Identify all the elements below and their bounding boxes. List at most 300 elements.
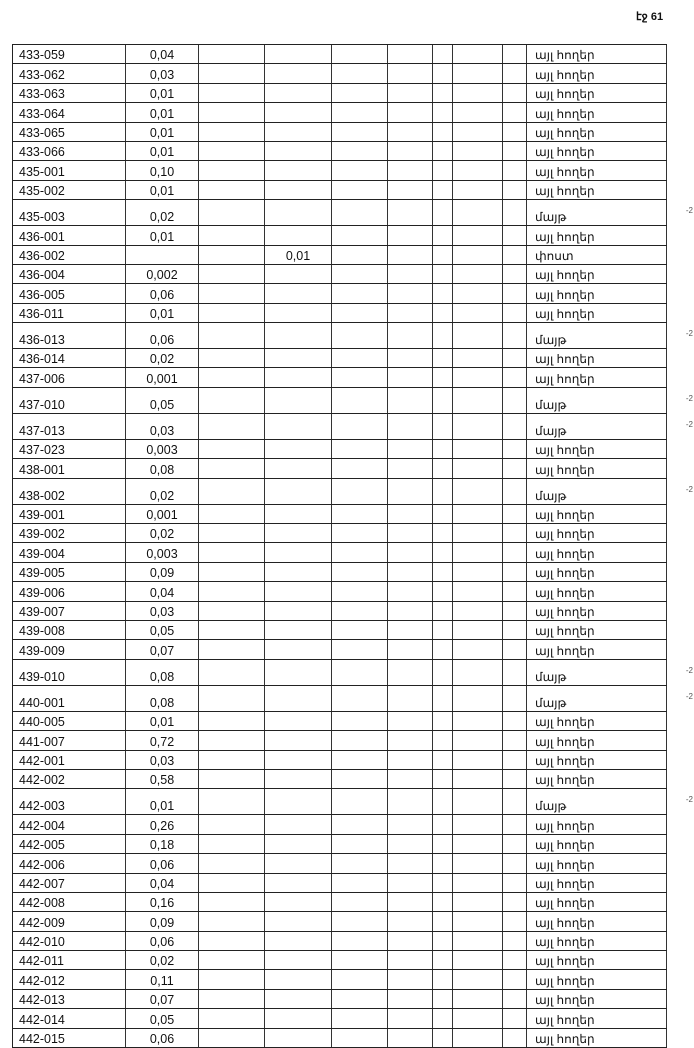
extra-area-value [265, 414, 332, 439]
empty-cell [503, 912, 527, 930]
table-row [13, 893, 667, 912]
parcel-code: 442-006 [13, 854, 126, 872]
empty-cell [433, 524, 453, 542]
parcel-code: 441-007 [13, 731, 126, 749]
extra-area-value [265, 815, 332, 833]
land-type: այլ հողեր [527, 970, 667, 988]
land-type: այլ հողեր [527, 123, 667, 141]
empty-cell [388, 621, 433, 639]
land-type: այլ հողեր [527, 142, 667, 160]
empty-cell [199, 142, 265, 160]
empty-cell [388, 970, 433, 988]
empty-cell [433, 103, 453, 121]
land-type: այլ հողեր [527, 770, 667, 788]
table-row [13, 142, 667, 161]
empty-cell [503, 543, 527, 561]
empty-cell [199, 815, 265, 833]
table-row [13, 459, 667, 478]
land-type: այլ հողեր [527, 64, 667, 82]
empty-cell [199, 874, 265, 892]
parcel-code: 436-014 [13, 349, 126, 367]
empty-cell [332, 815, 388, 833]
table-row [13, 84, 667, 103]
table-row [13, 951, 667, 970]
margin-mark: -2 [685, 795, 693, 805]
empty-cell [503, 505, 527, 523]
table-row [13, 563, 667, 582]
empty-cell [453, 64, 503, 82]
area-value: 0,05 [126, 1009, 199, 1027]
empty-cell [388, 161, 433, 179]
parcel-code: 440-005 [13, 712, 126, 730]
extra-area-value [265, 932, 332, 950]
empty-cell [503, 751, 527, 769]
table-row [13, 970, 667, 989]
empty-cell [433, 304, 453, 322]
extra-area-value [265, 731, 332, 749]
area-value: 0,06 [126, 854, 199, 872]
land-type: այլ հողեր [527, 874, 667, 892]
empty-cell [199, 1009, 265, 1027]
empty-cell [332, 660, 388, 685]
empty-cell [199, 912, 265, 930]
area-value: 0,01 [126, 304, 199, 322]
empty-cell [332, 951, 388, 969]
land-type: մայթ [527, 323, 667, 348]
empty-cell [503, 854, 527, 872]
empty-cell [503, 582, 527, 600]
empty-cell [388, 84, 433, 102]
empty-cell [388, 181, 433, 199]
empty-cell [388, 284, 433, 302]
empty-cell [332, 388, 388, 413]
parcel-code: 439-005 [13, 563, 126, 581]
land-type: այլ հողեր [527, 621, 667, 639]
table-row [13, 712, 667, 731]
area-value: 0,06 [126, 1029, 199, 1047]
parcel-code: 433-066 [13, 142, 126, 160]
extra-area-value [265, 893, 332, 911]
empty-cell [388, 990, 433, 1008]
extra-area-value [265, 479, 332, 504]
land-type: այլ հողեր [527, 524, 667, 542]
land-type: մայթ [527, 789, 667, 814]
parcel-code: 439-001 [13, 505, 126, 523]
empty-cell [503, 161, 527, 179]
table-row [13, 543, 667, 562]
table-row [13, 751, 667, 770]
empty-cell [332, 563, 388, 581]
table-row [13, 874, 667, 893]
land-type: այլ հողեր [527, 45, 667, 63]
empty-cell [388, 64, 433, 82]
empty-cell [199, 640, 265, 658]
empty-cell [199, 103, 265, 121]
empty-cell [433, 893, 453, 911]
table-row [13, 524, 667, 543]
empty-cell [332, 932, 388, 950]
empty-cell [503, 103, 527, 121]
empty-cell [503, 45, 527, 63]
land-type: մայթ [527, 414, 667, 439]
table-row [13, 1029, 667, 1048]
empty-cell [503, 970, 527, 988]
empty-cell [388, 789, 433, 814]
extra-area-value [265, 304, 332, 322]
area-value: 0,01 [126, 103, 199, 121]
table-row [13, 103, 667, 122]
empty-cell [433, 505, 453, 523]
area-value: 0,01 [126, 84, 199, 102]
extra-area-value [265, 789, 332, 814]
empty-cell [332, 323, 388, 348]
parcel-code: 433-059 [13, 45, 126, 63]
empty-cell [199, 543, 265, 561]
empty-cell [332, 789, 388, 814]
empty-cell [388, 103, 433, 121]
empty-cell [453, 660, 503, 685]
empty-cell [433, 951, 453, 969]
empty-cell [503, 770, 527, 788]
empty-cell [453, 45, 503, 63]
margin-mark: -2 [685, 329, 693, 339]
extra-area-value [265, 349, 332, 367]
parcel-code: 442-008 [13, 893, 126, 911]
empty-cell [453, 142, 503, 160]
empty-cell [433, 161, 453, 179]
empty-cell [453, 854, 503, 872]
table-row [13, 123, 667, 142]
empty-cell [199, 414, 265, 439]
area-value: 0,08 [126, 660, 199, 685]
land-type: այլ հողեր [527, 459, 667, 477]
empty-cell [433, 970, 453, 988]
empty-cell [433, 368, 453, 386]
area-value: 0,06 [126, 284, 199, 302]
empty-cell [388, 440, 433, 458]
empty-cell [503, 712, 527, 730]
table-row [13, 349, 667, 368]
parcel-code: 442-013 [13, 990, 126, 1008]
empty-cell [332, 990, 388, 1008]
parcel-code: 433-064 [13, 103, 126, 121]
empty-cell [199, 751, 265, 769]
empty-cell [388, 226, 433, 244]
empty-cell [388, 751, 433, 769]
empty-cell [433, 479, 453, 504]
empty-cell [388, 602, 433, 620]
empty-cell [199, 789, 265, 814]
empty-cell [453, 543, 503, 561]
empty-cell [433, 582, 453, 600]
empty-cell [332, 770, 388, 788]
extra-area-value [265, 640, 332, 658]
empty-cell [453, 479, 503, 504]
extra-area-value [265, 45, 332, 63]
land-type: այլ հողեր [527, 284, 667, 302]
area-value: 0,18 [126, 835, 199, 853]
empty-cell [503, 621, 527, 639]
empty-cell [199, 479, 265, 504]
empty-cell [433, 543, 453, 561]
land-type: այլ հողեր [527, 951, 667, 969]
table-row [13, 64, 667, 83]
empty-cell [199, 563, 265, 581]
parcel-code: 437-013 [13, 414, 126, 439]
area-value: 0,09 [126, 563, 199, 581]
empty-cell [388, 893, 433, 911]
area-value: 0,02 [126, 951, 199, 969]
empty-cell [453, 731, 503, 749]
empty-cell [199, 602, 265, 620]
empty-cell [453, 414, 503, 439]
table-row [13, 284, 667, 303]
parcel-code: 439-007 [13, 602, 126, 620]
empty-cell [503, 731, 527, 749]
area-value: 0,08 [126, 686, 199, 711]
empty-cell [388, 265, 433, 283]
empty-cell [453, 181, 503, 199]
area-value: 0,003 [126, 440, 199, 458]
area-value: 0,03 [126, 602, 199, 620]
empty-cell [433, 731, 453, 749]
parcel-code: 442-004 [13, 815, 126, 833]
area-value: 0,06 [126, 932, 199, 950]
parcel-code: 439-004 [13, 543, 126, 561]
table-row [13, 388, 693, 414]
margin-mark: -2 [685, 691, 693, 701]
empty-cell [332, 284, 388, 302]
parcel-code: 438-002 [13, 479, 126, 504]
table-row [13, 854, 667, 873]
empty-cell [503, 349, 527, 367]
empty-cell [503, 64, 527, 82]
extra-area-value [265, 990, 332, 1008]
table-row [13, 323, 693, 349]
empty-cell [503, 932, 527, 950]
extra-area-value [265, 388, 332, 413]
area-value: 0,01 [126, 226, 199, 244]
area-value: 0,01 [126, 181, 199, 199]
empty-cell [503, 246, 527, 264]
parcel-code: 442-005 [13, 835, 126, 853]
area-value: 0,04 [126, 582, 199, 600]
empty-cell [199, 181, 265, 199]
empty-cell [433, 874, 453, 892]
land-type: այլ հողեր [527, 563, 667, 581]
table-row [13, 932, 667, 951]
empty-cell [503, 815, 527, 833]
empty-cell [453, 388, 503, 413]
table-row [13, 414, 693, 440]
empty-cell [433, 621, 453, 639]
extra-area-value [265, 770, 332, 788]
empty-cell [332, 621, 388, 639]
parcel-code: 435-003 [13, 200, 126, 225]
empty-cell [332, 414, 388, 439]
parcel-code: 442-009 [13, 912, 126, 930]
land-type: այլ հողեր [527, 1009, 667, 1027]
empty-cell [433, 45, 453, 63]
land-type: այլ հողեր [527, 505, 667, 523]
parcel-code: 436-011 [13, 304, 126, 322]
table-row [13, 770, 667, 789]
empty-cell [503, 323, 527, 348]
extra-area-value [265, 123, 332, 141]
extra-area-value: 0,01 [265, 246, 332, 264]
empty-cell [433, 246, 453, 264]
empty-cell [433, 142, 453, 160]
empty-cell [199, 686, 265, 711]
empty-cell [433, 912, 453, 930]
empty-cell [433, 181, 453, 199]
empty-cell [453, 524, 503, 542]
area-value: 0,01 [126, 123, 199, 141]
extra-area-value [265, 200, 332, 225]
empty-cell [503, 142, 527, 160]
empty-cell [199, 246, 265, 264]
empty-cell [453, 712, 503, 730]
table-row [13, 912, 667, 931]
empty-cell [199, 970, 265, 988]
empty-cell [388, 912, 433, 930]
extra-area-value [265, 686, 332, 711]
empty-cell [503, 459, 527, 477]
empty-cell [199, 854, 265, 872]
empty-cell [332, 874, 388, 892]
land-type: այլ հողեր [527, 543, 667, 561]
empty-cell [503, 123, 527, 141]
land-type: այլ հողեր [527, 893, 667, 911]
empty-cell [332, 142, 388, 160]
empty-cell [433, 284, 453, 302]
empty-cell [453, 751, 503, 769]
extra-area-value [265, 84, 332, 102]
empty-cell [453, 1029, 503, 1047]
empty-cell [388, 368, 433, 386]
area-value: 0,72 [126, 731, 199, 749]
empty-cell [199, 45, 265, 63]
parcel-code: 442-007 [13, 874, 126, 892]
empty-cell [199, 951, 265, 969]
empty-cell [433, 835, 453, 853]
empty-cell [433, 64, 453, 82]
table-row [13, 835, 667, 854]
empty-cell [503, 835, 527, 853]
extra-area-value [265, 854, 332, 872]
land-type: այլ հողեր [527, 440, 667, 458]
empty-cell [332, 686, 388, 711]
empty-cell [199, 161, 265, 179]
empty-cell [199, 621, 265, 639]
area-value: 0,03 [126, 751, 199, 769]
parcel-code: 442-010 [13, 932, 126, 950]
empty-cell [453, 563, 503, 581]
empty-cell [453, 990, 503, 1008]
empty-cell [199, 893, 265, 911]
table-row [13, 45, 667, 64]
empty-cell [453, 621, 503, 639]
table-row [13, 789, 693, 815]
empty-cell [199, 731, 265, 749]
empty-cell [453, 284, 503, 302]
extra-area-value [265, 602, 332, 620]
empty-cell [388, 246, 433, 264]
area-value: 0,11 [126, 970, 199, 988]
empty-cell [503, 563, 527, 581]
area-value [126, 246, 199, 264]
extra-area-value [265, 951, 332, 969]
table-row [13, 990, 667, 1009]
extra-area-value [265, 751, 332, 769]
land-type: մայթ [527, 200, 667, 225]
land-type: այլ հողեր [527, 368, 667, 386]
empty-cell [453, 874, 503, 892]
land-type: այլ հողեր [527, 835, 667, 853]
extra-area-value [265, 970, 332, 988]
empty-cell [503, 602, 527, 620]
empty-cell [433, 990, 453, 1008]
extra-area-value [265, 660, 332, 685]
area-value: 0,04 [126, 45, 199, 63]
land-type: մայթ [527, 388, 667, 413]
empty-cell [433, 789, 453, 814]
empty-cell [453, 602, 503, 620]
empty-cell [503, 874, 527, 892]
parcel-code: 442-014 [13, 1009, 126, 1027]
empty-cell [453, 84, 503, 102]
empty-cell [388, 582, 433, 600]
empty-cell [433, 1009, 453, 1027]
empty-cell [332, 265, 388, 283]
table-row [13, 582, 667, 601]
empty-cell [199, 84, 265, 102]
extra-area-value [265, 440, 332, 458]
empty-cell [503, 990, 527, 1008]
empty-cell [453, 349, 503, 367]
empty-cell [332, 854, 388, 872]
land-type: այլ հողեր [527, 304, 667, 322]
area-value: 0,09 [126, 912, 199, 930]
empty-cell [433, 200, 453, 225]
empty-cell [199, 1029, 265, 1047]
table-row [13, 440, 667, 459]
empty-cell [453, 686, 503, 711]
empty-cell [433, 815, 453, 833]
empty-cell [199, 660, 265, 685]
empty-cell [388, 770, 433, 788]
empty-cell [453, 123, 503, 141]
empty-cell [199, 932, 265, 950]
empty-cell [503, 200, 527, 225]
land-type: այլ հողեր [527, 815, 667, 833]
land-type: այլ հողեր [527, 712, 667, 730]
empty-cell [433, 349, 453, 367]
land-type: մայթ [527, 479, 667, 504]
extra-area-value [265, 1009, 332, 1027]
empty-cell [453, 815, 503, 833]
empty-cell [388, 640, 433, 658]
empty-cell [332, 543, 388, 561]
empty-cell [388, 543, 433, 561]
empty-cell [332, 835, 388, 853]
empty-cell [199, 770, 265, 788]
empty-cell [453, 789, 503, 814]
empty-cell [199, 304, 265, 322]
table-row [13, 304, 667, 323]
empty-cell [503, 368, 527, 386]
empty-cell [388, 459, 433, 477]
